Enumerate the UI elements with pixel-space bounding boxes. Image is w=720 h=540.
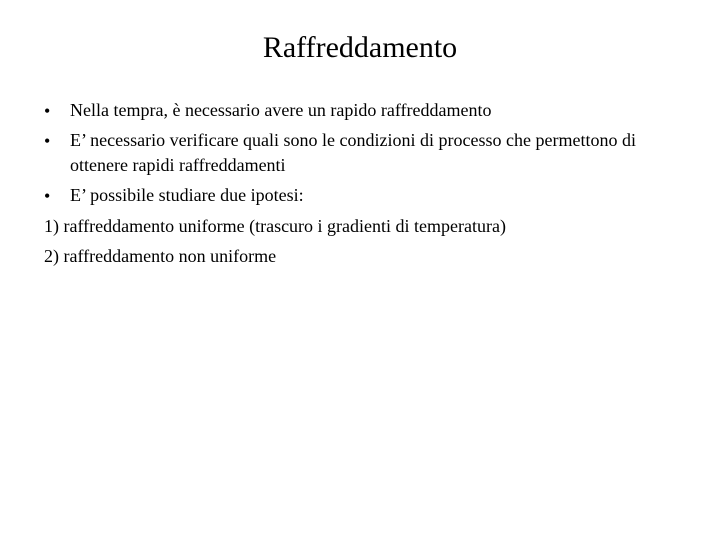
numbered-item: 2) raffreddamento non uniforme <box>44 246 277 266</box>
bullet-item <box>44 96 694 126</box>
bullet-marker: • <box>44 101 51 121</box>
bullet-text: E’ necessario verificare quali sono le condizioni di processo che permettono di ottenere rapidi raffreddamenti <box>70 130 636 175</box>
bullet-marker: • <box>44 131 51 151</box>
bullet-text: E’ possibile studiare due ipotesi: <box>70 185 304 205</box>
bullet-text: Nella tempra, è necessario avere un rapido raffreddamento <box>70 100 492 120</box>
numbered-item: 1) raffreddamento uniforme (trascuro i gradienti di temperatura) <box>44 216 506 236</box>
slide-content <box>44 96 694 271</box>
bullet-item <box>44 126 694 181</box>
bullet-marker: • <box>44 186 51 206</box>
bullet-item <box>44 181 694 211</box>
slide-title: Raffreddamento <box>262 31 458 64</box>
